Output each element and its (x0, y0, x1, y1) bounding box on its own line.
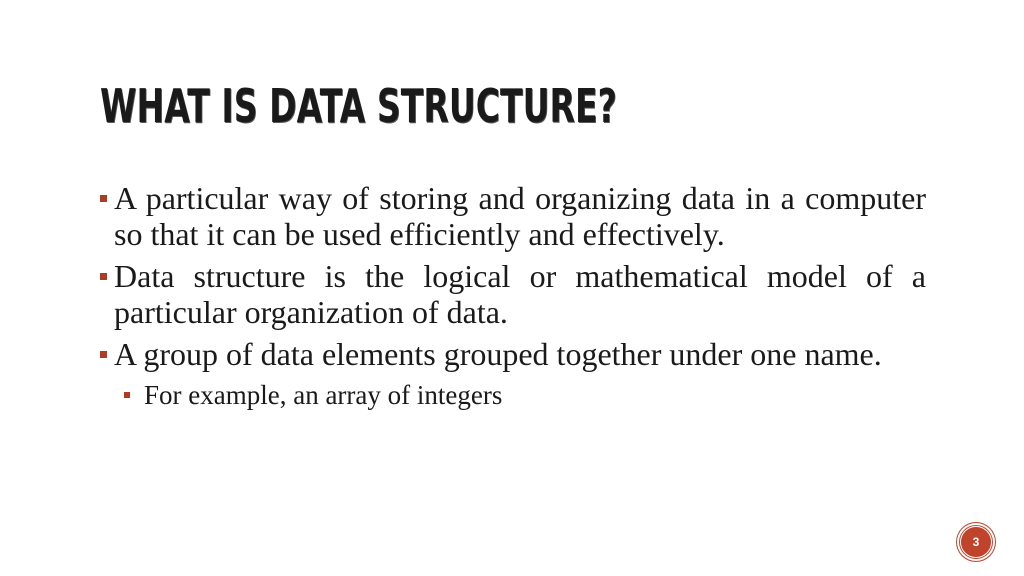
square-bullet-icon (100, 195, 107, 202)
bullet-item (100, 180, 926, 252)
bullet-item (100, 336, 926, 372)
slide-title: WHAT IS DATA STRUCTURE? (100, 79, 617, 133)
page-number-badge (957, 523, 995, 561)
square-bullet-icon (100, 351, 107, 358)
bullet-text: A particular way of storing and organizing data in a computer so that it can be used efficiently and effectively. (114, 180, 926, 252)
page-number: 3 (972, 535, 980, 549)
square-bullet-icon (124, 392, 130, 398)
bullet-item (100, 258, 926, 330)
bullet-text: A group of data elements grouped together under one name. (114, 336, 882, 372)
bullet-text: Data structure is the logical or mathematical model of a particular organization of data. (114, 258, 926, 330)
sub-bullet-text: For example, an array of integers (144, 380, 503, 410)
slide-content (100, 180, 926, 412)
square-bullet-icon (100, 273, 107, 280)
sub-bullet-item (100, 378, 926, 412)
